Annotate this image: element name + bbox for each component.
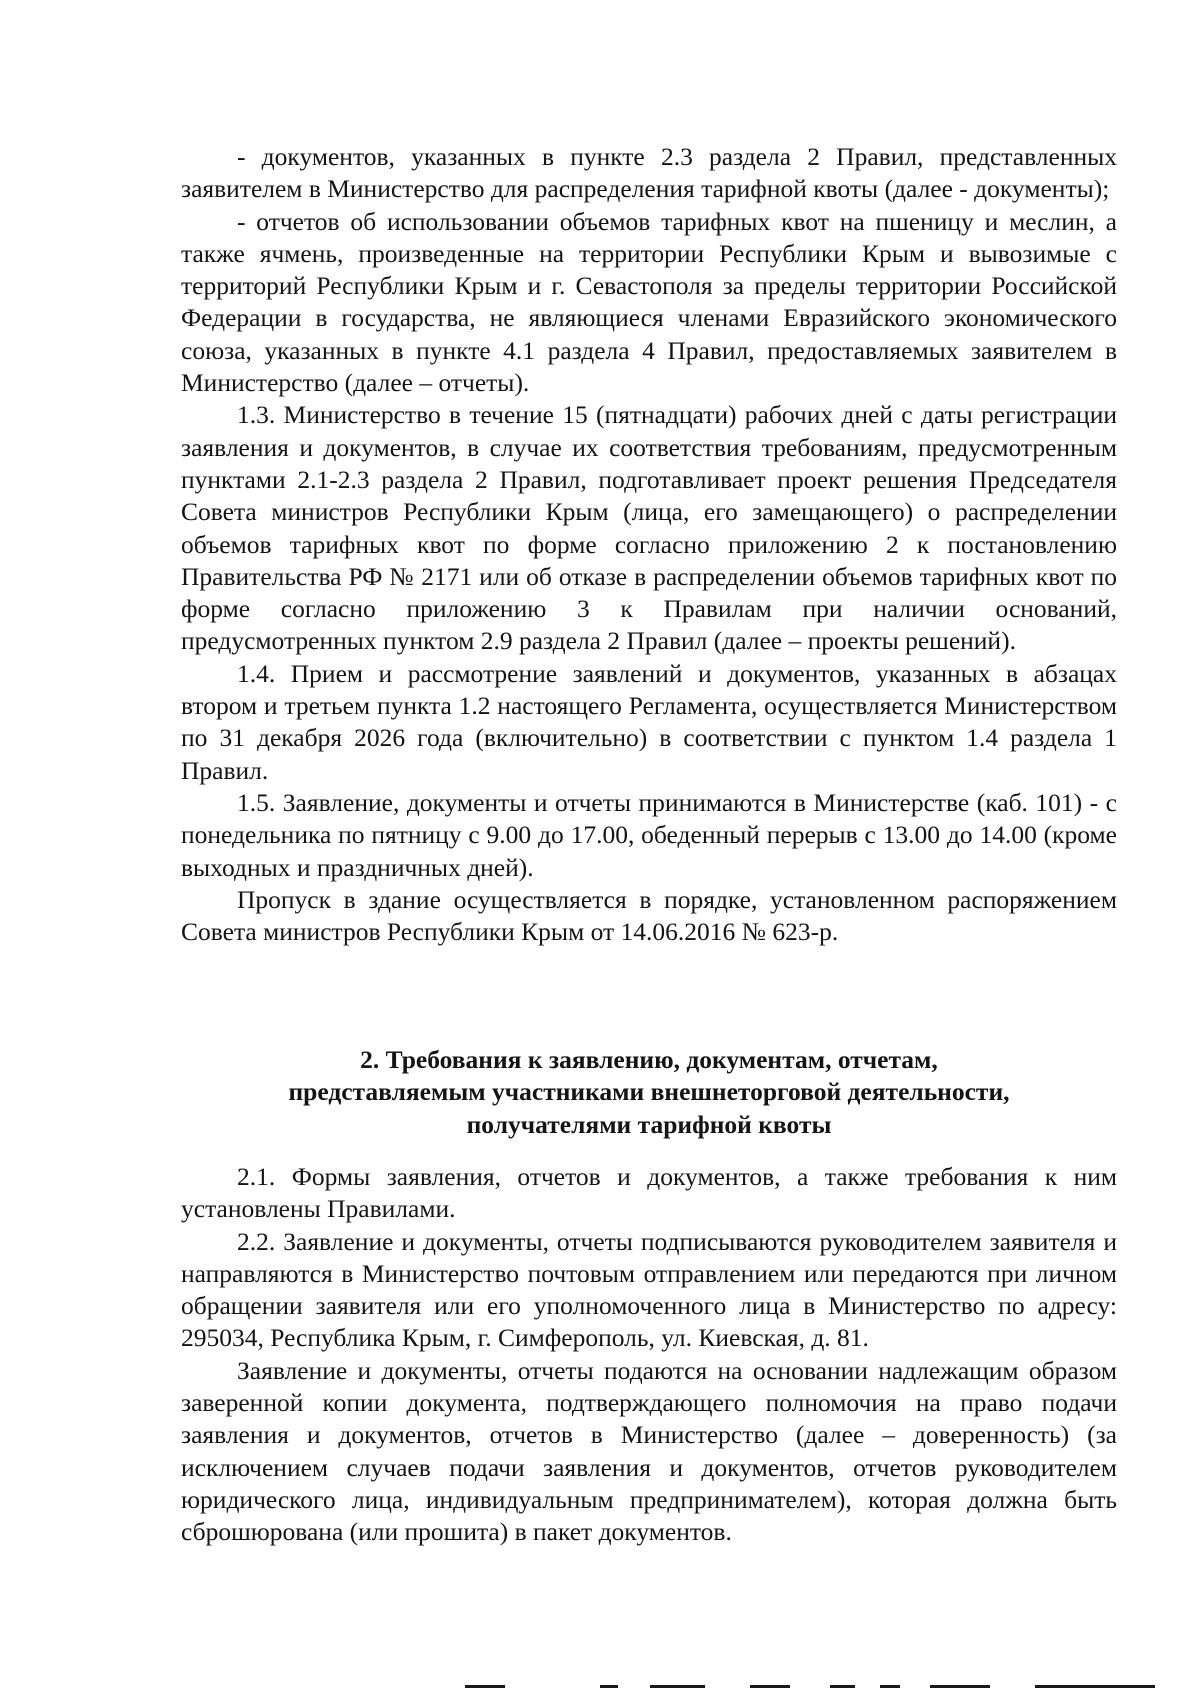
paragraph-1-5: 1.5. Заявление, документы и отчеты принимаются в Министерстве (каб. 101) - с понедельника по пятницу с 9.00 до 17.00, обеденный перерыв с 13.00 до 14.00 (кроме выходных и праздничных дней). bbox=[181, 787, 1117, 882]
paragraph-power-of-attorney: Заявление и документы, отчеты подаются на основании надлежащим образом заверенной копии документа, подтверждающего полномочия на право подачи заявления и документов, отчетов в Министерство (далее – доверенность) (за исключением случаев подачи заявления и документов, отчетов руководителем юридического лица, индивидуальным предпринимателем), которая должна быть сброшюрована (или прошита) в пакет документов. bbox=[181, 1355, 1117, 1547]
section-2-heading-line-2: представляемым участниками внешнеторговой деятельности, bbox=[288, 1077, 1010, 1107]
paragraph-1-4: 1.4. Прием и рассмотрение заявлений и документов, указанных в абзацах втором и третьем пункта 1.2 настоящего Регламента, осуществляется Министерством по 31 декабря 2026 года (включительно) в соответствии с пунктом 1.4 раздела 1 Правил. bbox=[181, 658, 1117, 785]
paragraph-documents-item: - документов, указанных в пункте 2.3 раздела 2 Правил, представленных заявителем в Министерство для распределения тарифной квоты (далее - документы); bbox=[181, 142, 1117, 204]
section-2-heading-line-3: получателями тарифной квоты bbox=[466, 1109, 832, 1139]
scan-artifact-lines bbox=[460, 1685, 1200, 1693]
paragraph-2-1: 2.1. Формы заявления, отчетов и документов, а также требования к ним установлены Правилами. bbox=[181, 1162, 1117, 1224]
paragraph-pass: Пропуск в здание осуществляется в порядке, установленном распоряжением Совета министров Республики Крым от 14.06.2016 № 623-р. bbox=[181, 884, 1117, 947]
paragraph-reports-item: - отчетов об использовании объемов тарифных квот на пшеницу и меслин, а также ячмень, произведенные на территории Республики Крым и вывозимые с территорий Республики Крым и г. Севастополя за пределы территории Российской Федерации в государства, не являющиеся членами Евразийского экономического союза, указанных в пункте 4.1 раздела 4 Правил, предоставляемых заявителем в Министерство (далее – отчеты). bbox=[181, 206, 1117, 398]
section-2-heading-line-1: 2. Требования к заявлению, документам, отчетам, bbox=[360, 1045, 938, 1074]
paragraph-1-3: 1.3. Министерство в течение 15 (пятнадцати) рабочих дней с даты регистрации заявления и документов, в случае их соответствия требованиям, предусмотренным пунктами 2.1-2.3 раздела 2 Правил, подготавливает проект решения Председателя Совета министров Республики Крым (лица, его замещающего) о распределении объемов тарифных квот по форме согласно приложению 2 к постановлению Правительства РФ № 2171 или об отказе в распределении объемов тарифных квот по форме согласно приложению 3 к Правилам при наличии оснований, предусмотренных пунктом 2.9 раздела 2 Правил (далее – проекты решений). bbox=[181, 400, 1117, 656]
section-1-body bbox=[181, 141, 1117, 948]
paragraph-2-2: 2.2. Заявление и документы, отчеты подписываются руководителем заявителя и направляются в Министерство почтовым отправлением или передаются при личном обращении заявителя или его уполномоченного лица в Министерство по адресу: 295034, Республика Крым, г. Симферополь, ул. Киевская, д. 81. bbox=[181, 1226, 1117, 1353]
section-2-body bbox=[181, 1161, 1117, 1549]
section-2-heading bbox=[181, 1044, 1117, 1141]
